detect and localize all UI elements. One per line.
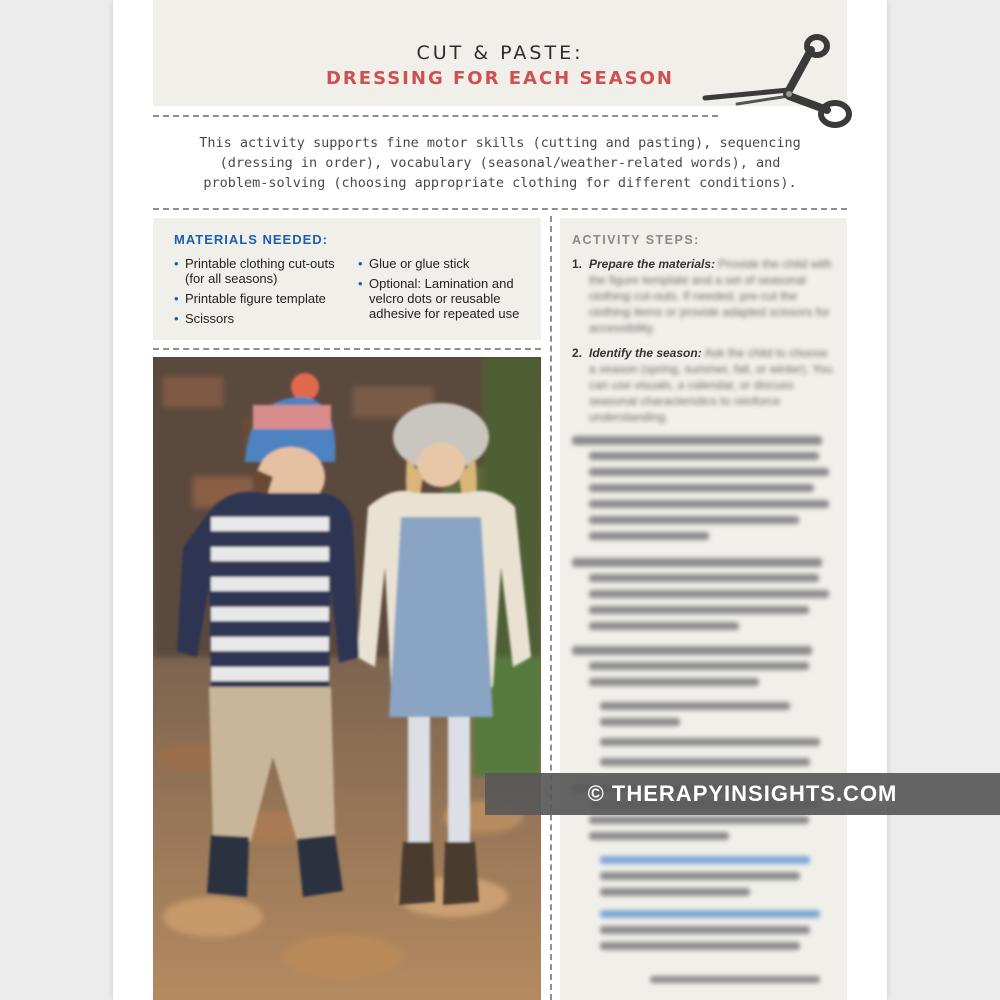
step-item: [572, 256, 834, 336]
cut-line-middle: [153, 208, 847, 210]
step-lead: Prepare the materials:: [589, 257, 716, 271]
material-item: • Glue or glue stick: [358, 256, 528, 271]
material-item: • Printable clothing cut-outs (for all seasons): [174, 256, 342, 286]
step-text: Ask the child to choose a season (spring, summer, fall, or winter). You can use visuals, a calendar, or discuss seasonal characteristics to reinforce understanding.: [589, 346, 833, 424]
step-lead: Identify the season:: [589, 346, 702, 360]
watermark-text: © THERAPYINSIGHTS.COM: [587, 781, 898, 806]
watermark-banner: [485, 773, 1000, 815]
cut-line-top: [153, 115, 718, 117]
steps-heading: ACTIVITY STEPS:: [572, 233, 700, 247]
materials-list-right: [358, 256, 528, 326]
activity-steps-panel: [560, 218, 847, 1000]
step-number: 1.: [572, 257, 583, 271]
intro-paragraph: This activity supports fine motor skills (cutting and pasting), sequencing (dressing in order), vocabulary (seasonal/weather-related words), and problem-solving (choosing appropriate clothing for different conditions).: [199, 135, 801, 191]
cut-line-photo: [153, 348, 541, 350]
materials-heading: MATERIALS NEEDED:: [174, 232, 328, 247]
blurred-steps-content: [560, 428, 847, 988]
step-number: 2.: [572, 346, 583, 360]
materials-panel: [153, 218, 541, 340]
step-item: [572, 345, 834, 425]
step-text: Provide the child with the figure template and a set of seasonal clothing cut-outs. If needed, pre-cut the clothing items or provide adapted scissors for accessibility.: [589, 257, 832, 335]
children-photo: [153, 357, 541, 1000]
children-photo-illustration: [153, 357, 541, 1000]
steps-list: [572, 256, 834, 434]
material-item: • Printable figure template: [174, 291, 342, 306]
cut-line-vertical: [550, 216, 552, 1000]
title-line-2: DRESSING FOR EACH SEASON: [325, 68, 675, 89]
materials-list-left: [174, 256, 342, 331]
scissors-icon: [701, 34, 857, 130]
material-item: • Optional: Lamination and velcro dots or reusable adhesive for repeated use: [358, 276, 528, 321]
material-item: • Scissors: [174, 311, 342, 326]
title-line-1: CUT & PASTE:: [416, 42, 584, 64]
worksheet-page: [113, 0, 887, 1000]
